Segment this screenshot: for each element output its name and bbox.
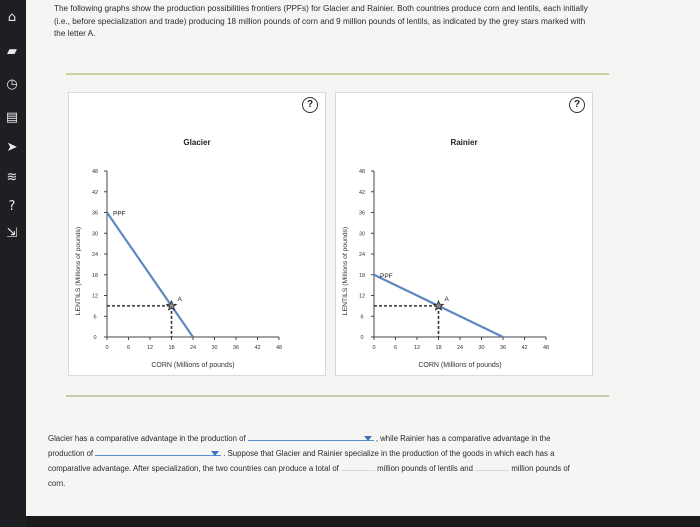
total-corn-input[interactable] <box>475 461 509 471</box>
x-tick-label: 42 <box>521 345 528 351</box>
y-tick-label: 36 <box>358 210 366 217</box>
x-tick-label: 6 <box>393 345 398 351</box>
question-part-1: Glacier has a comparative advantage in the production of <box>48 434 246 443</box>
exit-icon[interactable]: ⇲ <box>6 226 18 241</box>
y-tick-label: 18 <box>91 272 99 279</box>
glacier-graph-panel <box>68 92 326 376</box>
help-button-glacier[interactable]: ? <box>302 97 318 113</box>
rainier-graph <box>336 93 592 375</box>
rainier-graph-panel <box>335 92 593 376</box>
x-tick-label: 0 <box>372 345 376 351</box>
y-tick-label: 24 <box>358 252 366 258</box>
arrow-icon[interactable]: ➤ <box>6 140 18 155</box>
ppf-line <box>107 210 193 338</box>
layers-icon[interactable]: ≋ <box>6 170 18 185</box>
y-tick-label: 6 <box>93 314 97 321</box>
ppf-label: PPF <box>113 210 126 218</box>
assignment-page <box>26 0 700 516</box>
question-part-3: production of <box>48 449 94 458</box>
y-tick-label: 24 <box>91 252 99 258</box>
y-tick-label: 12 <box>358 293 366 300</box>
x-tick-label: 6 <box>126 345 131 351</box>
y-tick-label: 0 <box>360 335 364 341</box>
intro-line-2: (i.e., before specialization and trade) producing 18 million pounds of corn and 9 million pounds of lentils, as indicated by the grey stars marked with <box>54 16 586 26</box>
x-tick-label: 48 <box>542 345 550 351</box>
clock-icon[interactable]: ◷ <box>6 77 18 92</box>
glacier-graph <box>69 93 325 375</box>
x-tick-label: 18 <box>168 345 175 351</box>
y-tick-label: 0 <box>93 335 97 341</box>
total-lentils-input[interactable] <box>341 461 375 471</box>
y-tick-label: 30 <box>91 231 99 238</box>
x-tick-label: 24 <box>456 345 464 351</box>
question-part-4: . Suppose that Glacier and Rainier specialize in the production of the goods in which each has a <box>223 449 555 458</box>
notes-icon[interactable]: ▰ <box>7 44 17 59</box>
chevron-down-icon[interactable] <box>364 436 372 441</box>
intro-text <box>54 3 694 41</box>
divider-bottom <box>66 395 609 397</box>
point-a-label: A <box>444 295 449 303</box>
question-part-5: comparative advantage. After specialization, the two countries can produce a total of <box>48 464 339 473</box>
x-tick-label: 18 <box>435 345 442 351</box>
rainier-title: Rainier <box>450 138 478 147</box>
y-tick-label: 36 <box>91 210 99 217</box>
x-tick-label: 48 <box>275 345 283 351</box>
question-part-2: , while Rainier has a comparative advantage in the <box>375 434 551 443</box>
glacier-xlabel: CORN (Millions of pounds) <box>151 362 235 369</box>
y-tick-label: 42 <box>358 189 366 196</box>
question-part-6: million pounds of lentils and <box>377 464 473 473</box>
y-tick-label: 18 <box>358 272 366 279</box>
left-toolbar <box>0 0 26 527</box>
x-tick-label: 36 <box>499 345 507 351</box>
y-tick-label: 6 <box>360 314 364 321</box>
x-tick-label: 0 <box>105 345 109 351</box>
help-button-rainier[interactable]: ? <box>569 97 585 113</box>
y-tick-label: 48 <box>91 169 99 175</box>
rainier-advantage-dropdown[interactable] <box>95 446 221 456</box>
x-tick-label: 30 <box>211 345 218 351</box>
x-tick-label: 12 <box>146 345 154 351</box>
x-tick-label: 36 <box>232 345 240 351</box>
y-tick-label: 12 <box>91 293 99 300</box>
x-tick-label: 12 <box>413 345 421 351</box>
chevron-down-icon[interactable] <box>211 451 219 456</box>
glacier-advantage-dropdown[interactable] <box>248 431 374 441</box>
question-part-8: corn. <box>48 479 66 488</box>
home-icon[interactable]: ⌂ <box>7 10 17 25</box>
rainier-ylabel: LENTILS (Millions of pounds) <box>342 226 349 316</box>
x-tick-label: 30 <box>478 345 485 351</box>
glacier-title: Glacier <box>183 138 211 147</box>
glacier-ylabel: LENTILS (Millions of pounds) <box>75 226 82 316</box>
y-tick-label: 42 <box>91 189 99 196</box>
help-circle-icon[interactable]: ? <box>8 199 16 214</box>
book-icon[interactable]: ▤ <box>5 110 19 125</box>
intro-line-3: the letter A. <box>54 29 96 38</box>
x-tick-label: 42 <box>254 345 261 351</box>
intro-line-1: The following graphs show the production possibilities frontiers (PPFs) for Glacier and Rainier. Both countries produce corn and lentils, each initially <box>54 4 588 13</box>
ppf-label: PPF <box>380 272 393 280</box>
rainier-xlabel: CORN (Millions of pounds) <box>418 362 502 369</box>
x-tick-label: 24 <box>189 345 197 351</box>
divider-top <box>66 73 609 75</box>
y-tick-label: 48 <box>358 169 366 175</box>
y-tick-label: 30 <box>358 231 366 238</box>
point-a-label: A <box>177 295 182 303</box>
question-part-7: million pounds of <box>511 464 570 473</box>
question-text <box>48 431 688 491</box>
